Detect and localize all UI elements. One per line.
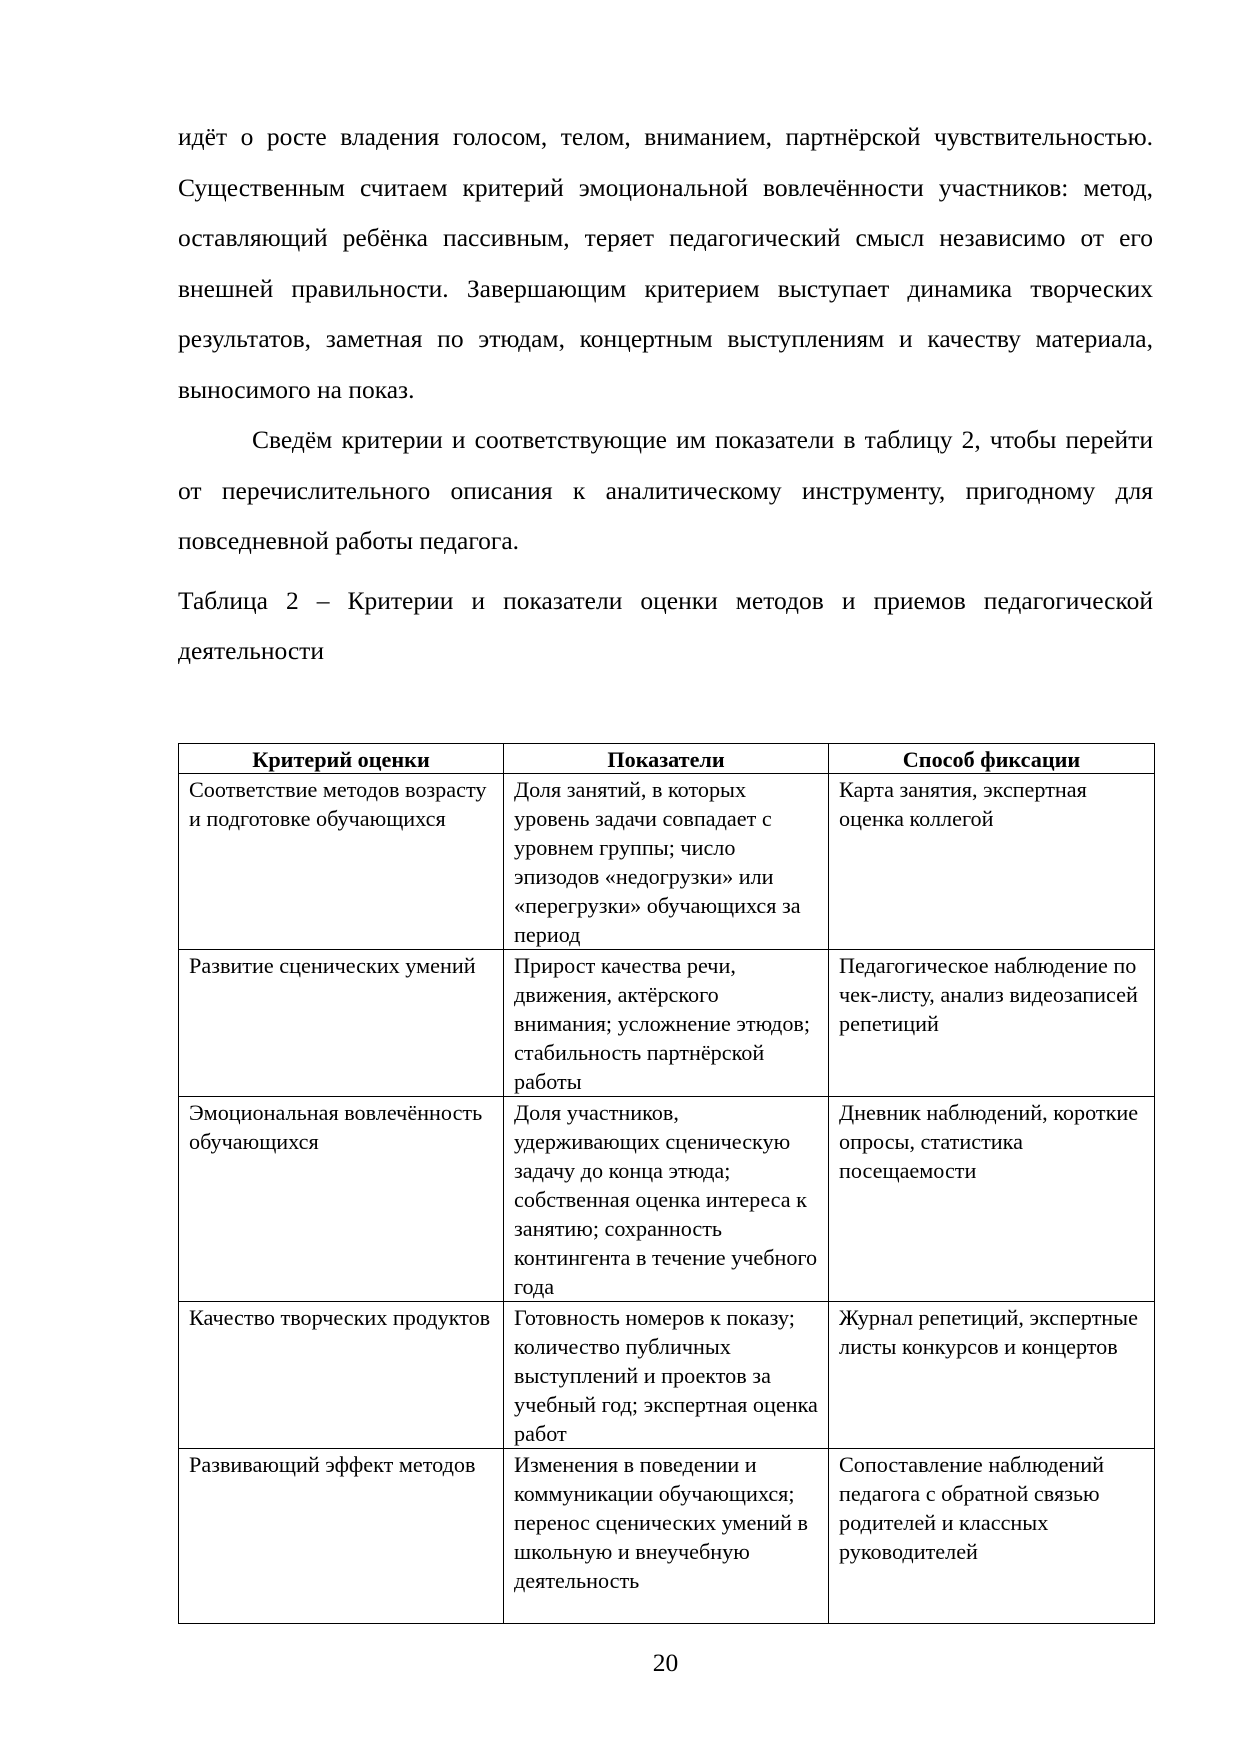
indicators-cell: Готовность номеров к показу; количество публичных выступлений и проектов за учебный год; экспертная оценка работ — [504, 1302, 829, 1449]
criterion-cell: Развитие сценических умений — [179, 950, 504, 1097]
table-caption: Таблица 2 – Критерии и показатели оценки методов и приемов педагогической деятельности — [178, 585, 1153, 665]
method-cell: Сопоставление наблюдений педагога с обратной связью родителей и классных руководителей — [829, 1449, 1155, 1624]
criteria-table — [178, 743, 1155, 1624]
paragraph-2: Сведём критерии и соответствующие им показатели в таблицу 2, чтобы перейти от перечислительного описания к аналитическому инструменту, пригодному для повседневной работы педагога. — [178, 425, 1153, 555]
criterion-cell: Качество творческих продуктов — [179, 1302, 504, 1449]
indicators-cell: Изменения в поведении и коммуникации обучающихся; перенос сценических умений в школьную и внеучебную деятельность — [504, 1449, 829, 1624]
table-row — [179, 1097, 1155, 1302]
method-cell: Педагогическое наблюдение по чек-листу, анализ видеозаписей репетиций — [829, 950, 1155, 1097]
method-cell: Дневник наблюдений, короткие опросы, статистика посещаемости — [829, 1097, 1155, 1302]
table-row — [179, 950, 1155, 1097]
header-criterion: Критерий оценки — [179, 744, 504, 774]
header-method: Способ фиксации — [829, 744, 1155, 774]
table-row — [179, 1449, 1155, 1624]
table-header-row — [179, 744, 1155, 774]
header-indicators: Показатели — [504, 744, 829, 774]
criterion-cell: Развивающий эффект методов — [179, 1449, 504, 1624]
table-row — [179, 1302, 1155, 1449]
method-cell: Журнал репетиций, экспертные листы конкурсов и концертов — [829, 1302, 1155, 1449]
table-row — [179, 774, 1155, 950]
paragraph-1: идёт о росте владения голосом, телом, вниманием, партнёрской чувствительностью. Существенным считаем критерий эмоциональной вовлечённости участников: метод, оставляющий ребёнка пассивным, теряет педагогический смысл независимо от его внешней правильности. Завершающим критерием выступает динамика творческих результатов, заметная по этюдам, концертным выступлениям и качеству материала, выносимого на показ. — [178, 122, 1153, 404]
criterion-cell: Соответствие методов возрасту и подготовке обучающихся — [179, 774, 504, 950]
indicators-cell: Доля занятий, в которых уровень задачи совпадает с уровнем группы; число эпизодов «недогрузки» или «перегрузки» обучающихся за период — [504, 774, 829, 950]
indicators-cell: Доля участников, удерживающих сценическую задачу до конца этюда; собственная оценка интереса к занятию; сохранность контингента в течение учебного года — [504, 1097, 829, 1302]
indicators-cell: Прирост качества речи, движения, актёрского внимания; усложнение этюдов; стабильность партнёрской работы — [504, 950, 829, 1097]
document-body — [178, 112, 1153, 677]
criterion-cell: Эмоциональная вовлечённость обучающихся — [179, 1097, 504, 1302]
method-cell: Карта занятия, экспертная оценка коллегой — [829, 774, 1155, 950]
page-number: 20 — [652, 1648, 679, 1677]
